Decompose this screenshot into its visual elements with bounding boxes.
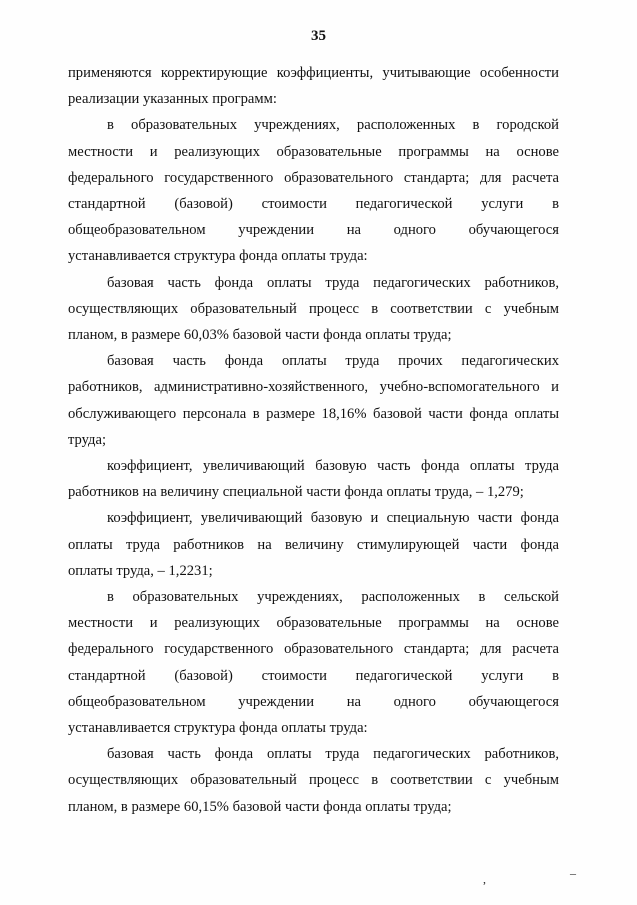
document-body [68, 60, 559, 820]
text-line: коэффициент, увеличивающий базовую и специальную части фонда [107, 510, 559, 527]
paragraph [68, 270, 559, 349]
text-line: работников, административно-хозяйственного, учебно-вспомогательного и [68, 379, 559, 396]
text-line: коэффициент, увеличивающий базовую часть фонда оплаты труда [107, 458, 559, 475]
text-line: в образовательных учреждениях, расположенных в сельской [107, 589, 559, 606]
text-line: обслуживающего персонала в размере 18,16% базовой части фонда оплаты [68, 405, 559, 422]
text-line: работников на величину специальной части фонда оплаты труда, – 1,279; [68, 484, 524, 501]
text-line: общеобразовательном учреждении на одного обучающегося [68, 693, 559, 710]
text-line: местности и реализующих образовательные программы на основе [68, 615, 559, 632]
text-line: оплаты труда работников на величину стимулирующей части фонда [68, 536, 559, 553]
text-line: стандартной (базовой) стоимости педагогической услуги в [68, 667, 559, 684]
paragraph [68, 584, 559, 741]
page-number: 35 [311, 28, 326, 44]
text-line: осуществляющих образовательный процесс в соответствии с учебным [68, 772, 559, 789]
paragraph [68, 505, 559, 584]
text-line: стандартной (базовой) стоимости педагогической услуги в [68, 196, 559, 213]
text-line: устанавливается структура фонда оплаты труда: [68, 248, 368, 265]
text-line: местности и реализующих образовательные программы на основе [68, 143, 559, 160]
text-line: труда; [68, 431, 106, 448]
text-line: планом, в размере 60,03% базовой части фонда оплаты труда; [68, 327, 452, 344]
paragraph [68, 741, 559, 820]
text-line: базовая часть фонда оплаты труда прочих педагогических [107, 353, 559, 370]
text-line: базовая часть фонда оплаты труда педагогических работников, [107, 274, 559, 291]
text-line: в образовательных учреждениях, расположенных в городской [107, 117, 559, 134]
text-line: планом, в размере 60,15% базовой части фонда оплаты труда; [68, 798, 452, 815]
scan-mark: – [570, 866, 576, 880]
text-line: устанавливается структура фонда оплаты труда: [68, 720, 368, 737]
scan-mark: , [483, 872, 486, 886]
paragraph [68, 60, 559, 112]
text-line: применяются корректирующие коэффициенты, учитывающие особенности [68, 65, 559, 81]
text-line: федерального государственного образовательного стандарта; для расчета [68, 641, 559, 658]
paragraph [68, 348, 559, 453]
paragraph [68, 112, 559, 269]
paragraph [68, 453, 559, 505]
text-line: федерального государственного образовательного стандарта; для расчета [68, 169, 559, 186]
text-line: осуществляющих образовательный процесс в соответствии с учебным [68, 300, 559, 317]
text-line: оплаты труда, – 1,2231; [68, 562, 213, 579]
text-line: базовая часть фонда оплаты труда педагогических работников, [107, 746, 559, 763]
text-line: реализации указанных программ: [68, 91, 277, 108]
text-line: общеобразовательном учреждении на одного обучающегося [68, 222, 559, 239]
